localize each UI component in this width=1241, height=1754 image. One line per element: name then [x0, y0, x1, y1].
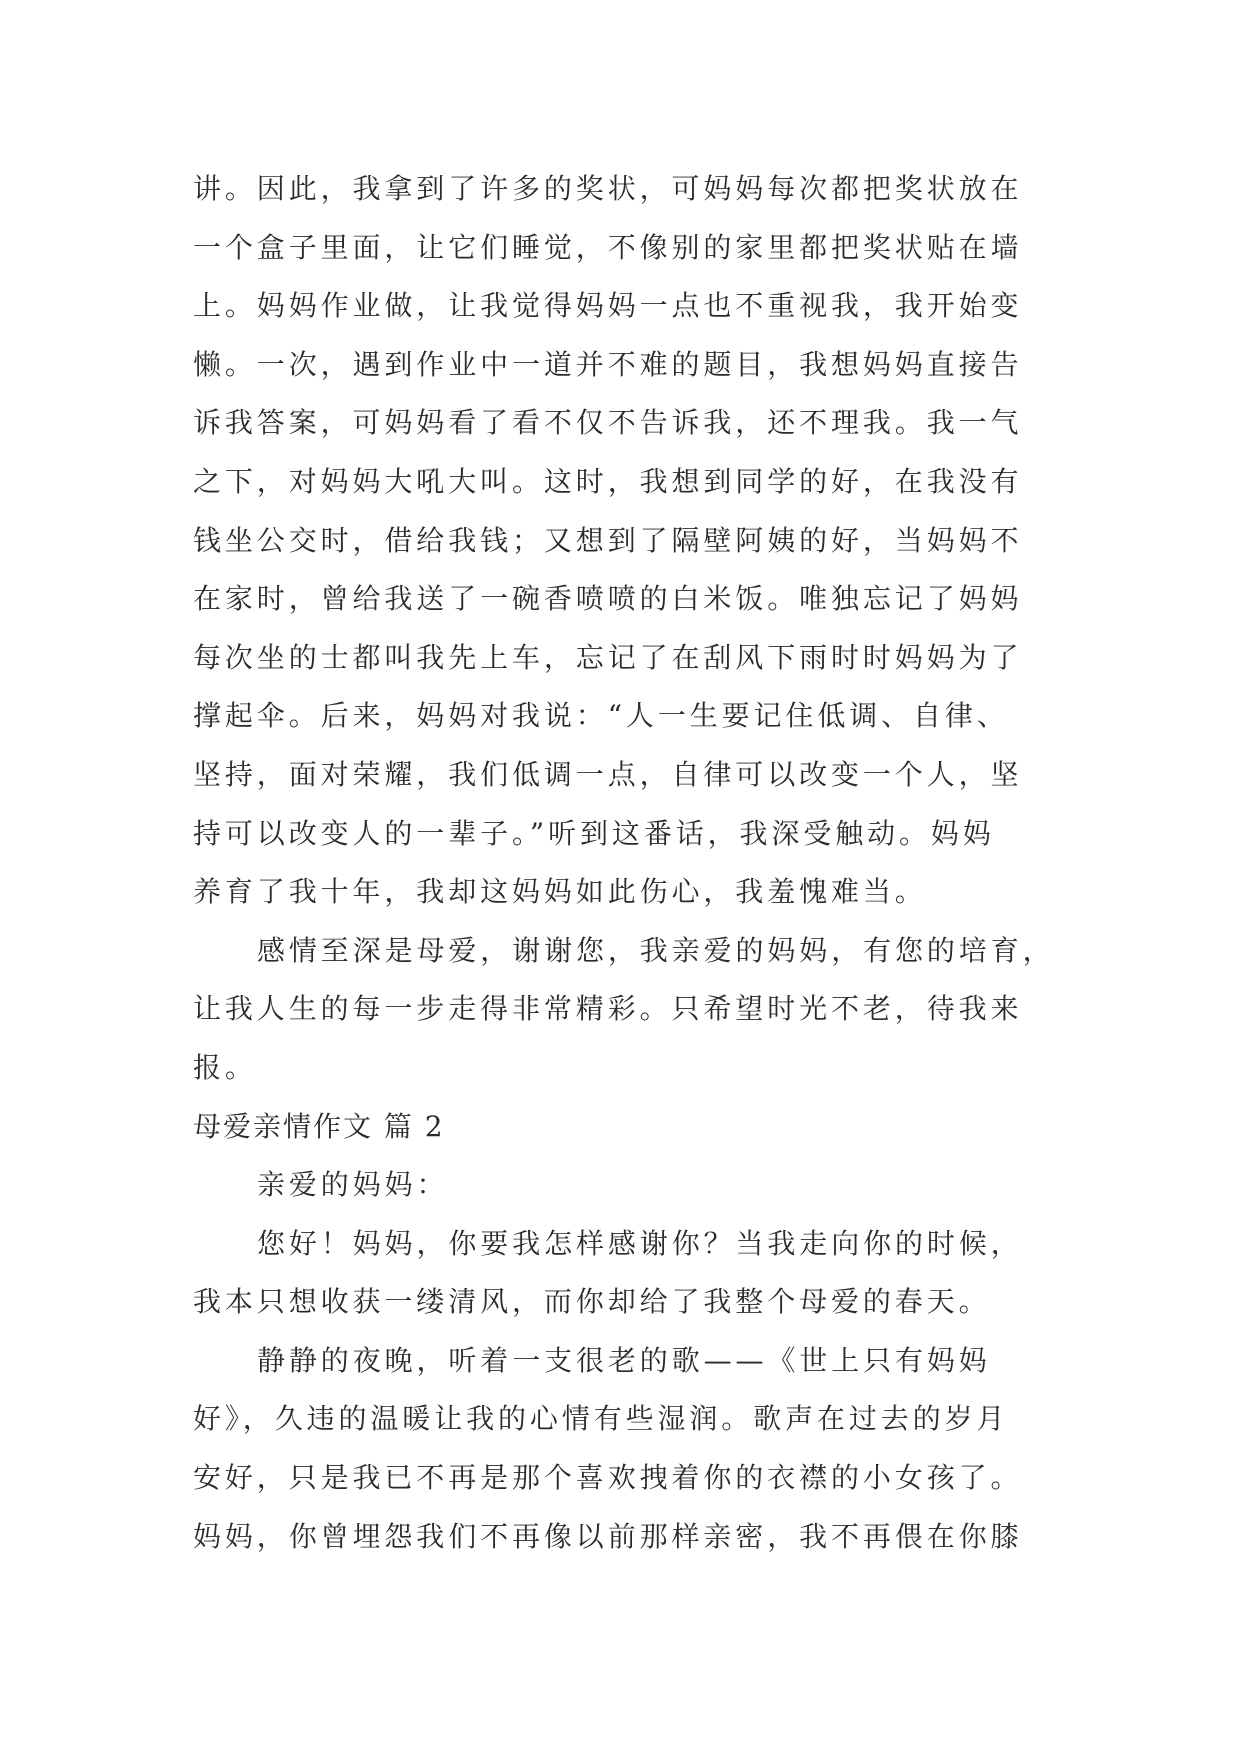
text-line: 懒。一次，遇到作业中一道并不难的题目，我想妈妈直接告	[193, 347, 1023, 381]
section-heading: 母爱亲情作文 篇 2	[193, 1109, 445, 1143]
text-line: 养育了我十年，我却这妈妈如此伤心，我羞愧难当。	[193, 875, 927, 909]
text-line: 上。妈妈作业做，让我觉得妈妈一点也不重视我，我开始变	[193, 289, 1023, 323]
text-line: 坚持，面对荣耀，我们低调一点，自律可以改变一个人，坚	[193, 757, 1023, 791]
text-line: 妈妈，你曾埋怨我们不再像以前那样亲密，我不再偎在你膝	[193, 1519, 1023, 1553]
text-line: 我本只想收获一缕清风，而你却给了我整个母爱的春天。	[193, 1285, 991, 1319]
text-line: 诉我答案，可妈妈看了看不仅不告诉我，还不理我。我一气	[193, 406, 1023, 440]
text-line: 撑起伞。后来，妈妈对我说：“人一生要记住低调、自律、	[193, 699, 1009, 733]
text-line: 钱坐公交时，借给我钱；又想到了隔壁阿姨的好，当妈妈不	[193, 523, 1023, 557]
text-line: 让我人生的每一步走得非常精彩。只希望时光不老，待我来	[193, 992, 1023, 1026]
text-line: 讲。因此，我拿到了许多的奖状，可妈妈每次都把奖状放在	[193, 172, 1023, 205]
text-line: 之下，对妈妈大吼大叫。这时，我想到同学的好，在我没有	[193, 464, 1023, 498]
text-line: 每次坐的士都叫我先上车，忘记了在刮风下雨时时妈妈为了	[193, 640, 1023, 674]
text-line: 好》，久违的温暖让我的心情有些湿润。歌声在过去的岁月	[193, 1402, 1009, 1436]
text-line: 感情至深是母爱，谢谢您，我亲爱的妈妈，有您的培育，	[257, 933, 1055, 967]
text-line: 您好！妈妈，你要我怎样感谢你？当我走向你的时候，	[257, 1226, 1023, 1260]
text-line: 在家时，曾给我送了一碗香喷喷的白米饭。唯独忘记了妈妈	[193, 582, 1023, 616]
text-line: 静静的夜晚，听着一支很老的歌——《世上只有妈妈	[257, 1343, 991, 1377]
text-line: 一个盒子里面，让它们睡觉，不像别的家里都把奖状贴在墙	[193, 230, 1023, 264]
text-line: 报。	[193, 1050, 257, 1084]
text-line: 安好，只是我已不再是那个喜欢拽着你的衣襟的小女孩了。	[193, 1461, 1023, 1495]
text-line: 持可以改变人的一辈子。”听到这番话，我深受触动。妈妈	[193, 816, 995, 850]
document-body	[193, 160, 1073, 1566]
text-line: 亲爱的妈妈：	[257, 1168, 449, 1202]
